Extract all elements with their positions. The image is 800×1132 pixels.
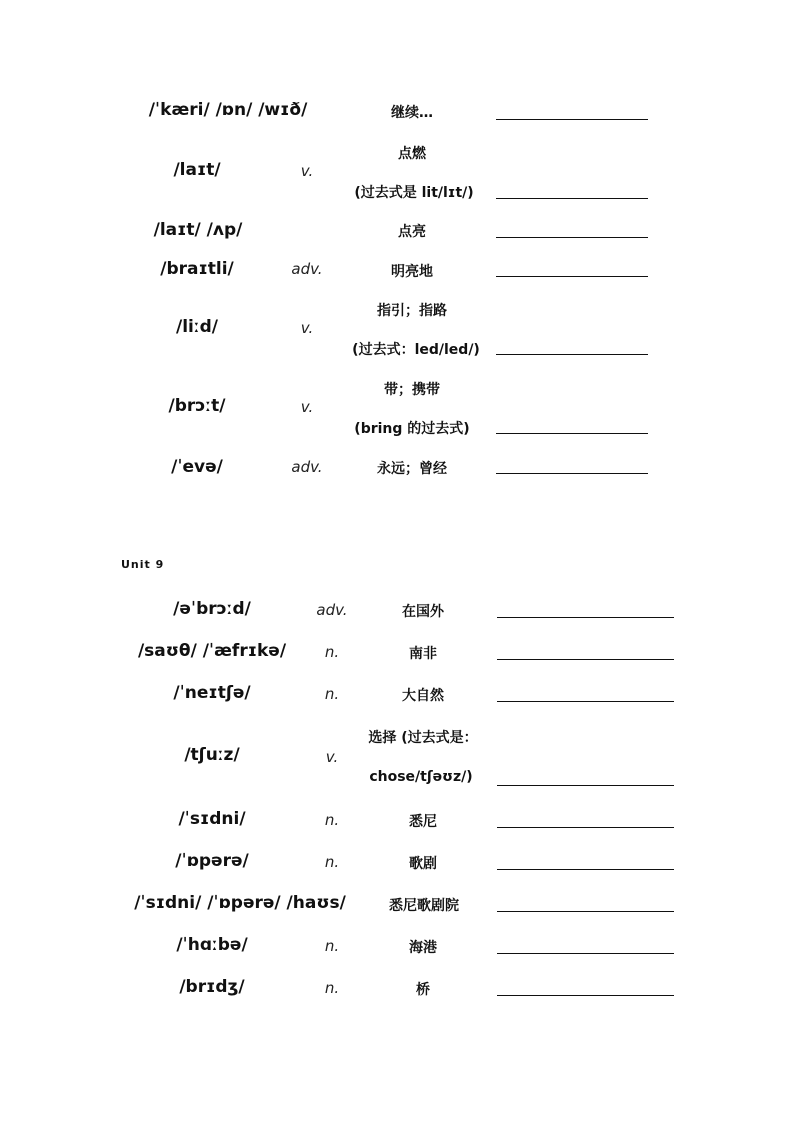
phonetic: /ˈevə/ [171, 457, 223, 477]
meaning: 明亮地 [391, 264, 433, 280]
phonetic: /brɔːt/ [168, 396, 226, 416]
answer-blank[interactable] [497, 785, 674, 786]
part-of-speech: n. [324, 979, 340, 997]
answer-blank[interactable] [497, 911, 674, 912]
part-of-speech: n. [324, 811, 340, 829]
meaning: 点燃 [398, 146, 426, 162]
part-of-speech: adv. [316, 601, 348, 619]
part-of-speech: n. [324, 685, 340, 703]
meaning: 永远；曾经 [377, 461, 447, 477]
answer-blank[interactable] [496, 237, 648, 238]
meaning: 大自然 [402, 688, 444, 704]
phonetic: /tʃuːz/ [184, 745, 240, 765]
part-of-speech: v. [300, 398, 314, 416]
phonetic: /ˈsɪdni/ /ˈɒpərə/ /haʊs/ [134, 893, 346, 913]
meaning-note: chose/tʃəʊz/) [369, 769, 473, 785]
answer-blank[interactable] [496, 198, 648, 199]
answer-blank[interactable] [497, 827, 674, 828]
meaning: 歌剧 [409, 856, 437, 872]
phonetic: /braɪtli/ [160, 259, 234, 279]
part-of-speech: adv. [291, 260, 323, 278]
meaning: 带；携带 [384, 382, 440, 398]
answer-blank[interactable] [497, 701, 674, 702]
part-of-speech: n. [324, 643, 340, 661]
meaning: 继续… [391, 105, 433, 121]
part-of-speech: n. [324, 853, 340, 871]
answer-blank[interactable] [497, 953, 674, 954]
meaning: 在国外 [402, 604, 444, 620]
phonetic: /ˈhɑːbə/ [176, 935, 248, 955]
meaning: 悉尼 [409, 814, 437, 830]
meaning-note: (过去式：led/led/) [352, 342, 480, 358]
answer-blank[interactable] [497, 869, 674, 870]
meaning: 选择 (过去式是： [368, 730, 478, 746]
meaning-note: (过去式是 lit/lɪt/) [354, 185, 474, 201]
phonetic: /liːd/ [176, 317, 218, 337]
meaning: 南非 [409, 646, 437, 662]
part-of-speech: v. [300, 319, 314, 337]
phonetic: /əˈbrɔːd/ [173, 599, 251, 619]
answer-blank[interactable] [497, 659, 674, 660]
unit-heading: Unit 9 [121, 558, 165, 571]
phonetic: /ˈɒpərə/ [175, 851, 249, 871]
answer-blank[interactable] [496, 276, 648, 277]
phonetic: /ˈneɪtʃə/ [173, 683, 251, 703]
part-of-speech: n. [324, 937, 340, 955]
part-of-speech: adv. [291, 458, 323, 476]
meaning-note: (bring 的过去式) [354, 421, 470, 437]
answer-blank[interactable] [496, 473, 648, 474]
part-of-speech: v. [325, 748, 339, 766]
meaning: 点亮 [398, 224, 426, 240]
phonetic: /ˈsɪdni/ [178, 809, 246, 829]
meaning: 指引；指路 [377, 303, 447, 319]
answer-blank[interactable] [496, 119, 648, 120]
answer-blank[interactable] [497, 995, 674, 996]
phonetic: /saʊθ/ /ˈæfrɪkə/ [137, 641, 287, 661]
phonetic: /laɪt/ /ʌp/ [153, 220, 243, 240]
part-of-speech: v. [300, 162, 314, 180]
answer-blank[interactable] [496, 433, 648, 434]
answer-blank[interactable] [497, 617, 674, 618]
phonetic: /brɪdʒ/ [179, 977, 245, 997]
meaning: 桥 [416, 982, 430, 998]
phonetic: /laɪt/ [173, 160, 221, 180]
answer-blank[interactable] [496, 354, 648, 355]
meaning: 悉尼歌剧院 [389, 898, 459, 914]
phonetic: /ˈkæri/ /ɒn/ /wɪð/ [148, 100, 308, 120]
meaning: 海港 [409, 940, 437, 956]
